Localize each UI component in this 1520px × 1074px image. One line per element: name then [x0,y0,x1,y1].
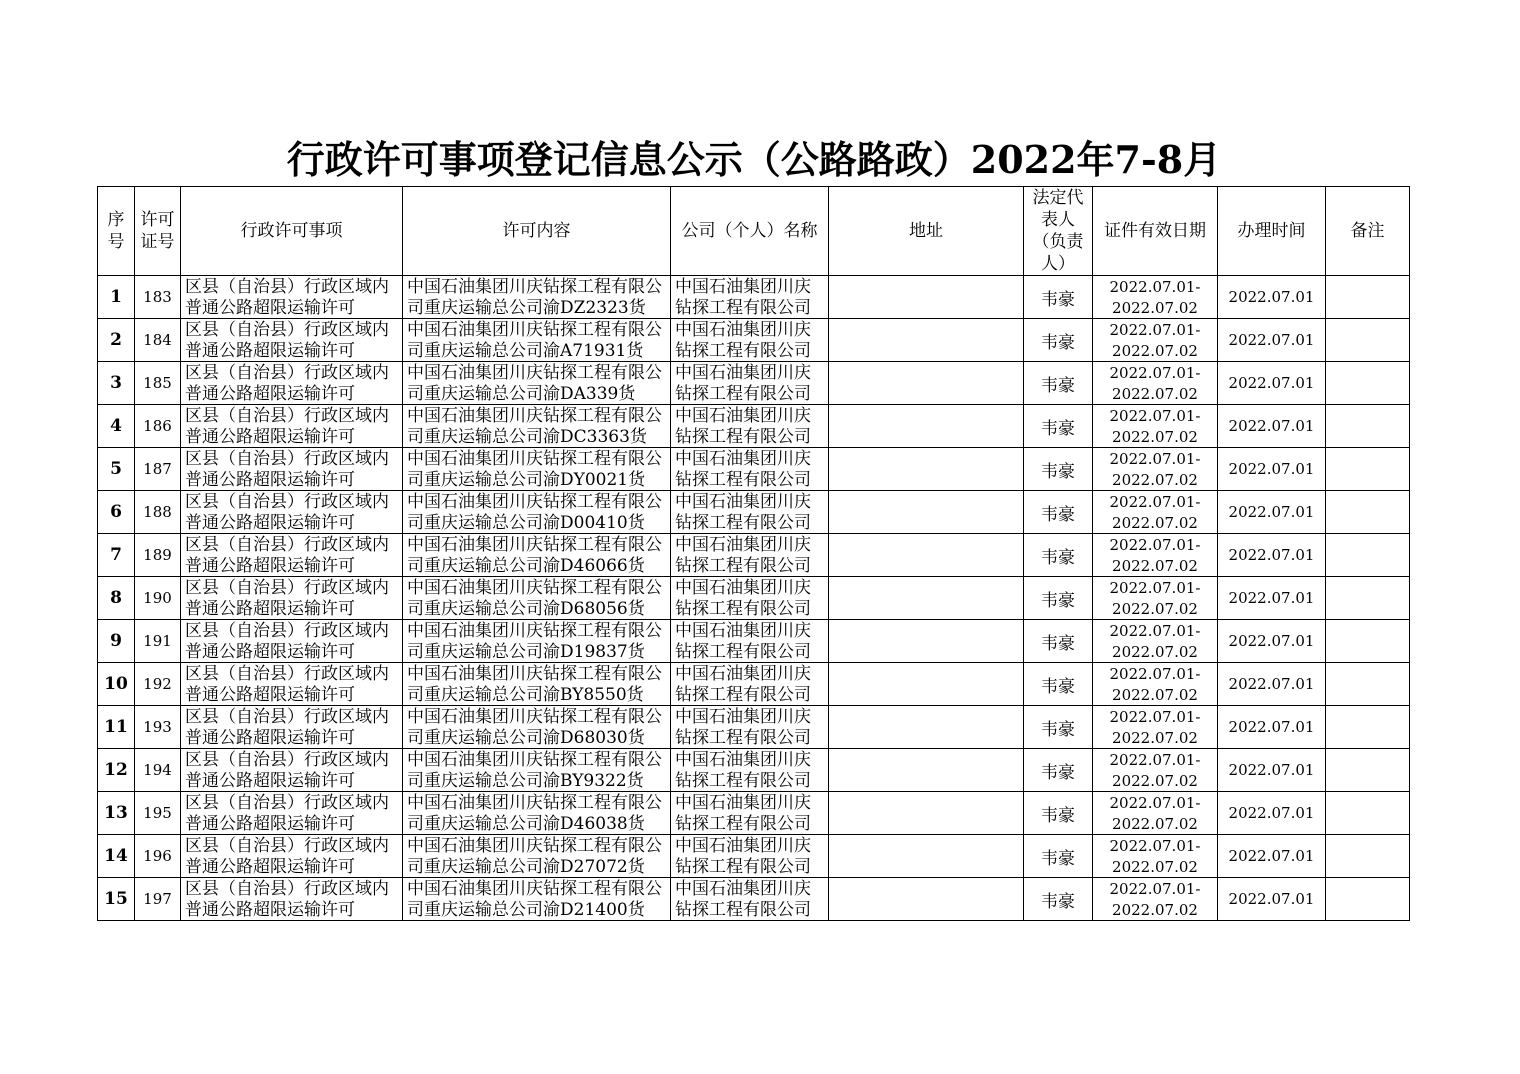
cell-content [403,878,671,921]
cell-seq: 14 [98,835,135,878]
cell-address [829,491,1024,534]
cell-content-text: 中国石油集团川庆钻探工程有限公司重庆运输总公司渝BY8550货 [407,664,662,705]
cell-item [181,319,403,362]
cell-rep: 韦豪 [1024,706,1093,749]
validity-from: 2022.07.01- [1109,664,1201,683]
cell-validity [1093,878,1218,921]
cell-content-text: 中国石油集团川庆钻探工程有限公司重庆运输总公司渝D19837货 [407,621,662,662]
cell-handled: 2022.07.01 [1218,362,1326,405]
cell-company-text: 中国石油集团川庆钻探工程有限公司 [675,707,811,748]
cell-rep: 韦豪 [1024,534,1093,577]
cell-validity-text [1093,535,1217,576]
cell-rep: 韦豪 [1024,620,1093,663]
cell-company-text: 中国石油集团川庆钻探工程有限公司 [675,664,811,705]
cell-note [1326,878,1410,921]
cell-item [181,276,403,319]
validity-from: 2022.07.01- [1109,449,1201,468]
cell-content [403,577,671,620]
cell-item-text: 区县（自治县）行政区域内普通公路超限运输许可 [185,363,389,404]
cell-permit-no: 189 [135,534,181,577]
cell-note [1326,276,1410,319]
cell-validity-text [1093,406,1217,447]
cell-company [671,319,829,362]
cell-item-text: 区县（自治县）行政区域内普通公路超限运输许可 [185,535,389,576]
cell-note [1326,534,1410,577]
cell-seq: 15 [98,878,135,921]
cell-handled: 2022.07.01 [1218,620,1326,663]
cell-seq: 8 [98,577,135,620]
cell-note [1326,749,1410,792]
cell-content [403,448,671,491]
cell-item-text: 区县（自治县）行政区域内普通公路超限运输许可 [185,836,389,877]
cell-note [1326,491,1410,534]
cell-validity [1093,663,1218,706]
cell-item [181,577,403,620]
cell-handled: 2022.07.01 [1218,749,1326,792]
cell-address [829,749,1024,792]
cell-permit-no: 186 [135,405,181,448]
validity-from: 2022.07.01- [1109,578,1201,597]
table-row [98,362,1410,405]
cell-item [181,620,403,663]
cell-content [403,749,671,792]
cell-content-text: 中国石油集团川庆钻探工程有限公司重庆运输总公司渝D27072货 [407,836,662,877]
cell-rep: 韦豪 [1024,577,1093,620]
cell-item [181,835,403,878]
cell-seq: 9 [98,620,135,663]
cell-address [829,534,1024,577]
table-row [98,792,1410,835]
cell-validity-text [1093,707,1217,748]
header-seq: 序号 [98,187,135,276]
header-validity: 证件有效日期 [1093,187,1218,276]
cell-validity [1093,276,1218,319]
cell-validity [1093,448,1218,491]
cell-company [671,534,829,577]
cell-permit-no: 184 [135,319,181,362]
cell-content-text: 中国石油集团川庆钻探工程有限公司重庆运输总公司渝DA339货 [407,363,662,404]
cell-company-text: 中国石油集团川庆钻探工程有限公司 [675,879,811,920]
validity-to: 2022.07.02 [1112,470,1198,489]
cell-note [1326,319,1410,362]
cell-company [671,663,829,706]
cell-company-text: 中国石油集团川庆钻探工程有限公司 [675,492,811,533]
validity-from: 2022.07.01- [1109,535,1201,554]
validity-to: 2022.07.02 [1112,427,1198,446]
cell-validity-text [1093,277,1217,318]
cell-company [671,706,829,749]
cell-seq: 11 [98,706,135,749]
cell-handled: 2022.07.01 [1218,276,1326,319]
cell-item [181,362,403,405]
cell-permit-no: 192 [135,663,181,706]
cell-company-text: 中国石油集团川庆钻探工程有限公司 [675,836,811,877]
cell-content-text: 中国石油集团川庆钻探工程有限公司重庆运输总公司渝DC3363货 [407,406,662,447]
cell-item [181,706,403,749]
cell-validity [1093,405,1218,448]
table-row [98,663,1410,706]
cell-company-text: 中国石油集团川庆钻探工程有限公司 [675,535,811,576]
table-row [98,878,1410,921]
cell-validity [1093,319,1218,362]
validity-to: 2022.07.02 [1112,857,1198,876]
cell-company [671,448,829,491]
cell-content [403,319,671,362]
cell-item-text: 区县（自治县）行政区域内普通公路超限运输许可 [185,664,389,705]
cell-note [1326,362,1410,405]
cell-validity-text [1093,449,1217,490]
validity-to: 2022.07.02 [1112,771,1198,790]
table-row [98,577,1410,620]
validity-to: 2022.07.02 [1112,642,1198,661]
cell-rep: 韦豪 [1024,448,1093,491]
cell-seq: 13 [98,792,135,835]
cell-validity-text [1093,578,1217,619]
cell-seq: 1 [98,276,135,319]
cell-validity [1093,577,1218,620]
validity-to: 2022.07.02 [1112,341,1198,360]
cell-address [829,620,1024,663]
cell-validity-text [1093,750,1217,791]
cell-item-text: 区县（自治县）行政区域内普通公路超限运输许可 [185,320,389,361]
cell-permit-no: 191 [135,620,181,663]
cell-validity-text [1093,621,1217,662]
cell-seq: 7 [98,534,135,577]
cell-validity-text [1093,793,1217,834]
cell-address [829,706,1024,749]
cell-validity [1093,792,1218,835]
cell-content-text: 中国石油集团川庆钻探工程有限公司重庆运输总公司渝D46066货 [407,535,662,576]
cell-note [1326,448,1410,491]
cell-content-text: 中国石油集团川庆钻探工程有限公司重庆运输总公司渝A71931货 [407,320,662,361]
validity-to: 2022.07.02 [1112,298,1198,317]
cell-seq: 4 [98,405,135,448]
cell-content [403,835,671,878]
cell-content [403,706,671,749]
cell-company [671,620,829,663]
cell-address [829,663,1024,706]
cell-seq: 6 [98,491,135,534]
header-handled: 办理时间 [1218,187,1326,276]
cell-note [1326,835,1410,878]
cell-item-text: 区县（自治县）行政区域内普通公路超限运输许可 [185,793,389,834]
cell-validity [1093,362,1218,405]
cell-address [829,448,1024,491]
validity-from: 2022.07.01- [1109,363,1201,382]
validity-from: 2022.07.01- [1109,406,1201,425]
table-row [98,706,1410,749]
cell-company-text: 中国石油集团川庆钻探工程有限公司 [675,320,811,361]
cell-handled: 2022.07.01 [1218,663,1326,706]
cell-company [671,491,829,534]
cell-note [1326,792,1410,835]
cell-company-text: 中国石油集团川庆钻探工程有限公司 [675,621,811,662]
cell-handled: 2022.07.01 [1218,448,1326,491]
cell-content [403,534,671,577]
cell-rep: 韦豪 [1024,749,1093,792]
cell-company [671,749,829,792]
cell-item [181,792,403,835]
cell-content-text: 中国石油集团川庆钻探工程有限公司重庆运输总公司渝D68030货 [407,707,662,748]
cell-rep: 韦豪 [1024,276,1093,319]
cell-permit-no: 194 [135,749,181,792]
cell-item-text: 区县（自治县）行政区域内普通公路超限运输许可 [185,750,389,791]
cell-seq: 5 [98,448,135,491]
cell-company [671,405,829,448]
cell-item-text: 区县（自治县）行政区域内普通公路超限运输许可 [185,492,389,533]
cell-item [181,534,403,577]
cell-item [181,491,403,534]
cell-seq: 10 [98,663,135,706]
header-address: 地址 [829,187,1024,276]
cell-item-text: 区县（自治县）行政区域内普通公路超限运输许可 [185,406,389,447]
cell-note [1326,405,1410,448]
header-permit-no: 许可证号 [135,187,181,276]
validity-from: 2022.07.01- [1109,879,1201,898]
cell-handled: 2022.07.01 [1218,792,1326,835]
table-row [98,534,1410,577]
cell-permit-no: 185 [135,362,181,405]
cell-handled: 2022.07.01 [1218,835,1326,878]
cell-address [829,319,1024,362]
cell-content [403,620,671,663]
cell-content-text: 中国石油集团川庆钻探工程有限公司重庆运输总公司渝D00410货 [407,492,662,533]
cell-seq: 3 [98,362,135,405]
cell-address [829,792,1024,835]
validity-from: 2022.07.01- [1109,836,1201,855]
cell-handled: 2022.07.01 [1218,878,1326,921]
validity-from: 2022.07.01- [1109,320,1201,339]
cell-permit-no: 193 [135,706,181,749]
cell-content-text: 中国石油集团川庆钻探工程有限公司重庆运输总公司渝DZ2323货 [407,277,662,318]
cell-handled: 2022.07.01 [1218,491,1326,534]
cell-handled: 2022.07.01 [1218,405,1326,448]
cell-company-text: 中国石油集团川庆钻探工程有限公司 [675,449,811,490]
validity-from: 2022.07.01- [1109,277,1201,296]
cell-company [671,276,829,319]
cell-handled: 2022.07.01 [1218,706,1326,749]
cell-validity-text [1093,363,1217,404]
cell-seq: 2 [98,319,135,362]
permit-table [97,186,1410,921]
table-row [98,319,1410,362]
cell-validity-text [1093,492,1217,533]
cell-validity [1093,620,1218,663]
cell-company-text: 中国石油集团川庆钻探工程有限公司 [675,277,811,318]
validity-to: 2022.07.02 [1112,556,1198,575]
cell-permit-no: 187 [135,448,181,491]
cell-content-text: 中国石油集团川庆钻探工程有限公司重庆运输总公司渝D68056货 [407,578,662,619]
cell-company-text: 中国石油集团川庆钻探工程有限公司 [675,793,811,834]
header-note: 备注 [1326,187,1410,276]
header-company: 公司（个人）名称 [671,187,829,276]
cell-content [403,362,671,405]
validity-from: 2022.07.01- [1109,492,1201,511]
cell-validity [1093,749,1218,792]
validity-to: 2022.07.02 [1112,728,1198,747]
cell-company-text: 中国石油集团川庆钻探工程有限公司 [675,363,811,404]
cell-item-text: 区县（自治县）行政区域内普通公路超限运输许可 [185,578,389,619]
cell-validity [1093,706,1218,749]
cell-address [829,577,1024,620]
cell-rep: 韦豪 [1024,835,1093,878]
table-row [98,276,1410,319]
cell-content [403,792,671,835]
cell-content-text: 中国石油集团川庆钻探工程有限公司重庆运输总公司渝D21400货 [407,879,662,920]
validity-from: 2022.07.01- [1109,750,1201,769]
cell-item [181,405,403,448]
cell-content [403,663,671,706]
cell-rep: 韦豪 [1024,362,1093,405]
cell-permit-no: 195 [135,792,181,835]
cell-rep: 韦豪 [1024,405,1093,448]
cell-permit-no: 196 [135,835,181,878]
cell-company [671,577,829,620]
validity-from: 2022.07.01- [1109,793,1201,812]
cell-permit-no: 197 [135,878,181,921]
cell-note [1326,663,1410,706]
cell-rep: 韦豪 [1024,319,1093,362]
header-rep: 法定代表人（负责人） [1024,187,1093,276]
table-row [98,448,1410,491]
cell-validity [1093,534,1218,577]
cell-address [829,878,1024,921]
validity-to: 2022.07.02 [1112,384,1198,403]
cell-validity-text [1093,320,1217,361]
validity-to: 2022.07.02 [1112,513,1198,532]
cell-company-text: 中国石油集团川庆钻探工程有限公司 [675,750,811,791]
cell-note [1326,577,1410,620]
cell-company [671,835,829,878]
cell-item-text: 区县（自治县）行政区域内普通公路超限运输许可 [185,707,389,748]
cell-content-text: 中国石油集团川庆钻探工程有限公司重庆运输总公司渝DY0021货 [407,449,662,490]
table-row [98,749,1410,792]
cell-validity-text [1093,879,1217,920]
cell-permit-no: 188 [135,491,181,534]
cell-company-text: 中国石油集团川庆钻探工程有限公司 [675,406,811,447]
cell-content-text: 中国石油集团川庆钻探工程有限公司重庆运输总公司渝BY9322货 [407,750,662,791]
cell-content [403,276,671,319]
cell-item [181,663,403,706]
cell-handled: 2022.07.01 [1218,319,1326,362]
cell-company [671,362,829,405]
validity-to: 2022.07.02 [1112,685,1198,704]
cell-item-text: 区县（自治县）行政区域内普通公路超限运输许可 [185,449,389,490]
cell-seq: 12 [98,749,135,792]
cell-validity-text [1093,836,1217,877]
cell-item-text: 区县（自治县）行政区域内普通公路超限运输许可 [185,621,389,662]
validity-from: 2022.07.01- [1109,621,1201,640]
cell-validity [1093,835,1218,878]
cell-validity [1093,491,1218,534]
cell-validity-text [1093,664,1217,705]
cell-permit-no: 190 [135,577,181,620]
cell-rep: 韦豪 [1024,663,1093,706]
cell-item [181,878,403,921]
header-item: 行政许可事项 [181,187,403,276]
cell-address [829,276,1024,319]
cell-rep: 韦豪 [1024,878,1093,921]
cell-company [671,792,829,835]
cell-content [403,405,671,448]
page-title: 行政许可事项登记信息公示（公路路政）2022年7-8月 [286,137,1222,182]
cell-handled: 2022.07.01 [1218,534,1326,577]
cell-address [829,405,1024,448]
cell-content [403,491,671,534]
cell-item [181,749,403,792]
table-row [98,835,1410,878]
cell-item-text: 区县（自治县）行政区域内普通公路超限运输许可 [185,879,389,920]
cell-address [829,362,1024,405]
cell-item [181,448,403,491]
cell-rep: 韦豪 [1024,491,1093,534]
table-row [98,491,1410,534]
validity-to: 2022.07.02 [1112,814,1198,833]
cell-note [1326,706,1410,749]
cell-item-text: 区县（自治县）行政区域内普通公路超限运输许可 [185,277,389,318]
cell-note [1326,620,1410,663]
table-row [98,405,1410,448]
cell-company [671,878,829,921]
cell-company-text: 中国石油集团川庆钻探工程有限公司 [675,578,811,619]
cell-address [829,835,1024,878]
validity-to: 2022.07.02 [1112,599,1198,618]
cell-handled: 2022.07.01 [1218,577,1326,620]
validity-from: 2022.07.01- [1109,707,1201,726]
header-content: 许可内容 [403,187,671,276]
table-row [98,620,1410,663]
cell-rep: 韦豪 [1024,792,1093,835]
header-row [98,187,1410,276]
cell-content-text: 中国石油集团川庆钻探工程有限公司重庆运输总公司渝D46038货 [407,793,662,834]
cell-permit-no: 183 [135,276,181,319]
validity-to: 2022.07.02 [1112,900,1198,919]
